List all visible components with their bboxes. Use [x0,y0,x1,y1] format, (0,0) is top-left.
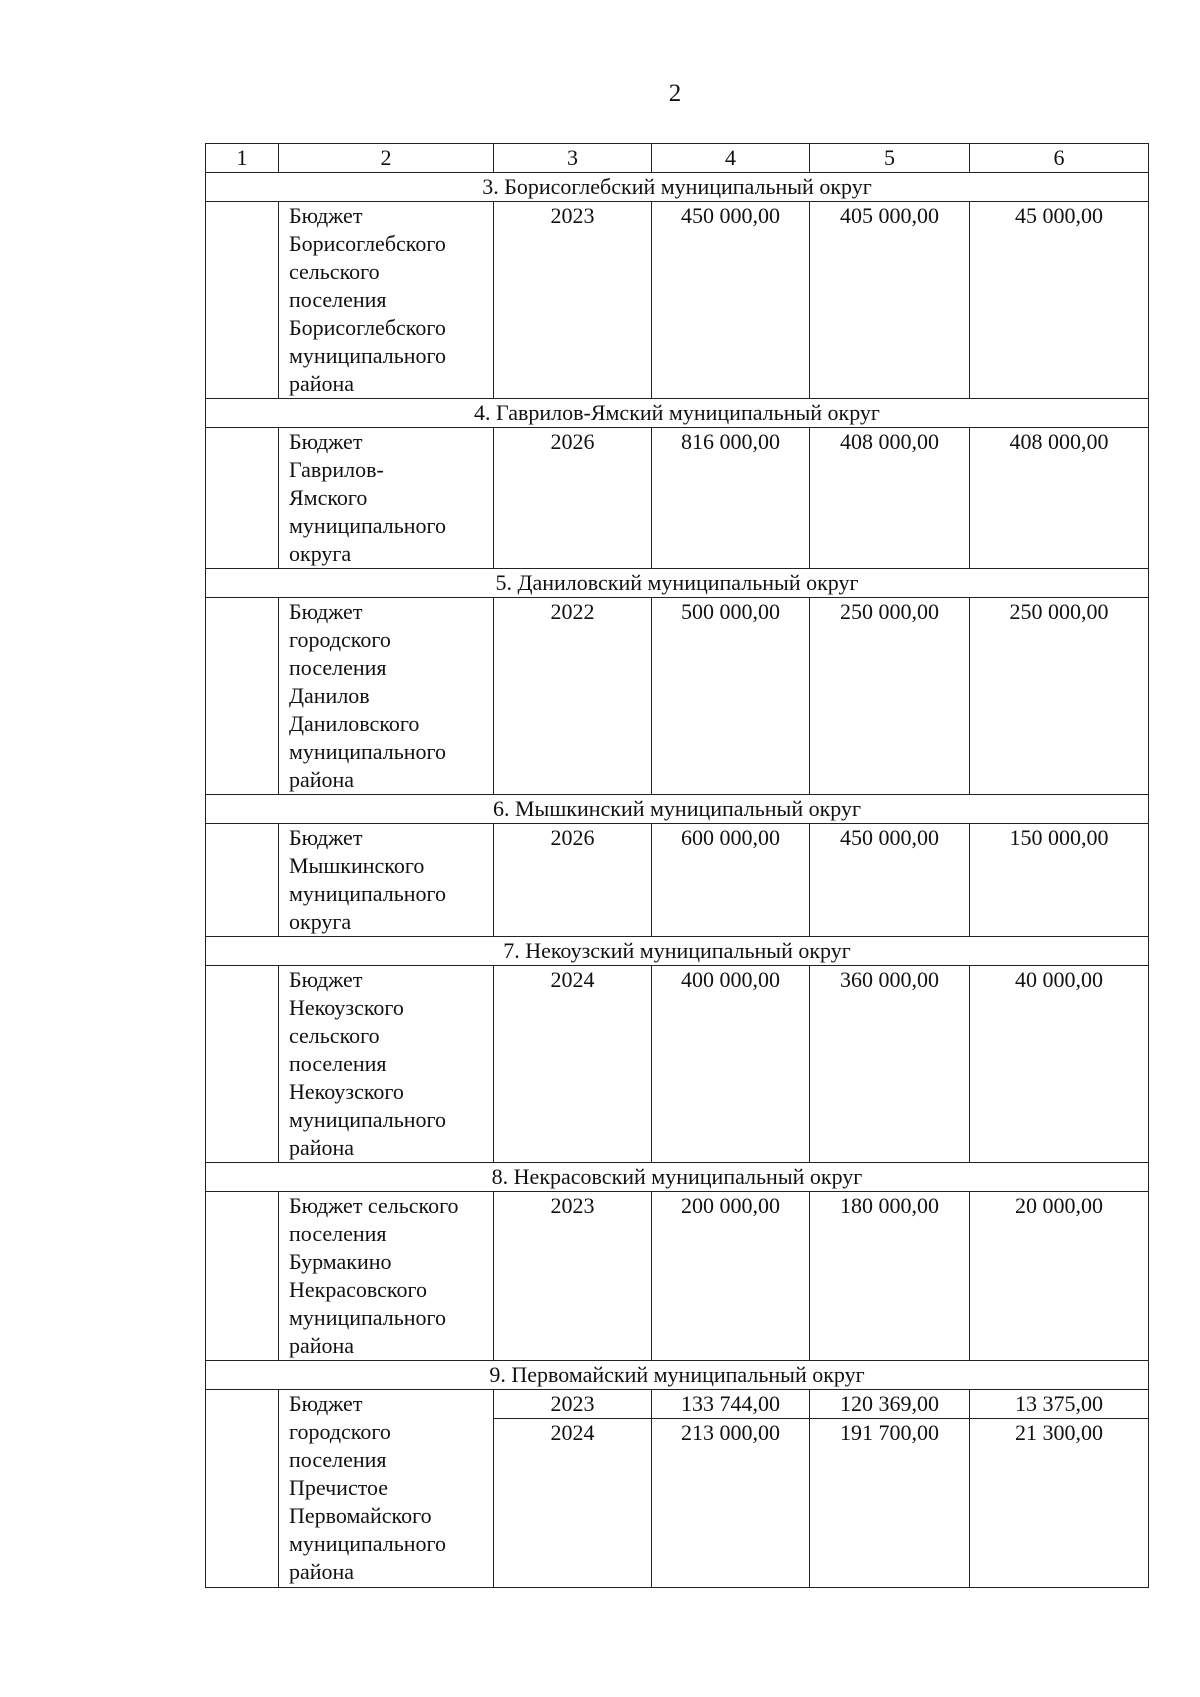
description-line: муниципального [289,513,447,538]
description-line: Бюджет [289,203,363,228]
section-title: 3. Борисоглебский муниципальный округ [206,173,1149,202]
description-line: поселения [289,655,387,680]
description-line: муниципального [289,739,447,764]
page-number: 2 [668,80,682,107]
local-cell: 408 000,00 [970,428,1149,569]
description-line: сельского [289,1023,380,1048]
section-title: 4. Гаврилов-Ямский муниципальный округ [206,399,1149,428]
year-cell: 2026 [494,428,652,569]
year-cell: 2024 [494,966,652,1163]
year-cell: 2023 [494,1390,652,1419]
local-cell: 150 000,00 [970,824,1149,937]
description-line: Бурмакино [289,1249,392,1274]
section-row [206,795,1149,824]
description-line: округа [289,541,352,566]
header-cell: 2 [279,144,494,173]
description-line: Первомайского [289,1503,432,1528]
description-line: Данилов [289,683,370,708]
section-row [206,399,1149,428]
header-cell: 3 [494,144,652,173]
total-cell: 450 000,00 [652,202,810,399]
description-line: муниципального [289,1531,447,1556]
description-line: Пречистое [289,1475,389,1500]
description-cell [279,598,494,795]
regional-cell: 408 000,00 [810,428,970,569]
description-line: поселения [289,1221,387,1246]
description-line: района [289,1135,355,1160]
local-cell: 250 000,00 [970,598,1149,795]
number-cell [206,202,279,399]
description-line: поселения [289,1051,387,1076]
description-cell [279,1192,494,1361]
regional-cell: 360 000,00 [810,966,970,1163]
description-line: Ямского [289,485,368,510]
number-cell [206,824,279,937]
description-line: района [289,1333,355,1358]
description-line: Бюджет [289,429,363,454]
description-line: поселения [289,1447,387,1472]
year-cell: 2024 [494,1419,652,1588]
total-cell: 400 000,00 [652,966,810,1163]
description-line: района [289,371,355,396]
table-row [206,824,1149,937]
total-cell: 816 000,00 [652,428,810,569]
description-line: района [289,1559,355,1584]
description-line: Бюджет сельского [289,1193,459,1218]
description-cell [279,202,494,399]
total-cell: 200 000,00 [652,1192,810,1361]
description-line: городского [289,627,391,652]
regional-cell: 180 000,00 [810,1192,970,1361]
table-row [206,428,1149,569]
regional-cell: 250 000,00 [810,598,970,795]
section-row [206,173,1149,202]
description-cell [279,1390,494,1588]
description-line: района [289,767,355,792]
description-line: Мышкинского [289,853,425,878]
description-line: Борисоглебского [289,231,446,256]
description-line: Бюджет [289,599,363,624]
description-line: поселения [289,287,387,312]
section-title: 9. Первомайский муниципальный округ [206,1361,1149,1390]
description-line: Бюджет [289,967,363,992]
description-cell [279,966,494,1163]
description-line: муниципального [289,1305,447,1330]
year-cell: 2023 [494,1192,652,1361]
total-cell: 133 744,00 [652,1390,810,1419]
local-cell: 45 000,00 [970,202,1149,399]
description-line: Некрасовского [289,1277,427,1302]
table-body [206,144,1149,1588]
description-line: Некоузского [289,1079,404,1104]
description-line: муниципального [289,881,447,906]
description-line: Бюджет [289,825,363,850]
description-line: Борисоглебского [289,315,446,340]
number-cell [206,598,279,795]
year-cell: 2023 [494,202,652,399]
number-cell [206,428,279,569]
local-cell: 20 000,00 [970,1192,1149,1361]
header-cell: 6 [970,144,1149,173]
table-row [206,966,1149,1163]
table-row [206,598,1149,795]
header-row [206,144,1149,173]
number-cell [206,1390,279,1588]
section-title: 8. Некрасовский муниципальный округ [206,1163,1149,1192]
regional-cell: 191 700,00 [810,1419,970,1588]
section-row [206,569,1149,598]
regional-cell: 405 000,00 [810,202,970,399]
description-line: Гаврилов- [289,457,384,482]
total-cell: 213 000,00 [652,1419,810,1588]
budget-table [205,143,1149,1588]
total-cell: 600 000,00 [652,824,810,937]
description-line: муниципального [289,343,447,368]
description-line: городского [289,1419,391,1444]
description-cell [279,428,494,569]
section-title: 5. Даниловский муниципальный округ [206,569,1149,598]
local-cell: 21 300,00 [970,1419,1149,1588]
section-row [206,1361,1149,1390]
table-row [206,1192,1149,1361]
table-row [206,202,1149,399]
local-cell: 13 375,00 [970,1390,1149,1419]
header-cell: 4 [652,144,810,173]
description-line: сельского [289,259,380,284]
section-row [206,1163,1149,1192]
description-line: Бюджет [289,1391,363,1416]
description-line: Даниловского [289,711,420,736]
number-cell [206,1192,279,1361]
year-cell: 2026 [494,824,652,937]
description-line: округа [289,909,352,934]
description-line: муниципального [289,1107,447,1132]
section-title: 7. Некоузский муниципальный округ [206,937,1149,966]
description-line: Некоузского [289,995,404,1020]
total-cell: 500 000,00 [652,598,810,795]
year-cell: 2022 [494,598,652,795]
header-cell: 1 [206,144,279,173]
regional-cell: 450 000,00 [810,824,970,937]
description-cell [279,824,494,937]
table-row [206,1390,1149,1419]
local-cell: 40 000,00 [970,966,1149,1163]
number-cell [206,966,279,1163]
header-cell: 5 [810,144,970,173]
section-row [206,937,1149,966]
section-title: 6. Мышкинский муниципальный округ [206,795,1149,824]
regional-cell: 120 369,00 [810,1390,970,1419]
